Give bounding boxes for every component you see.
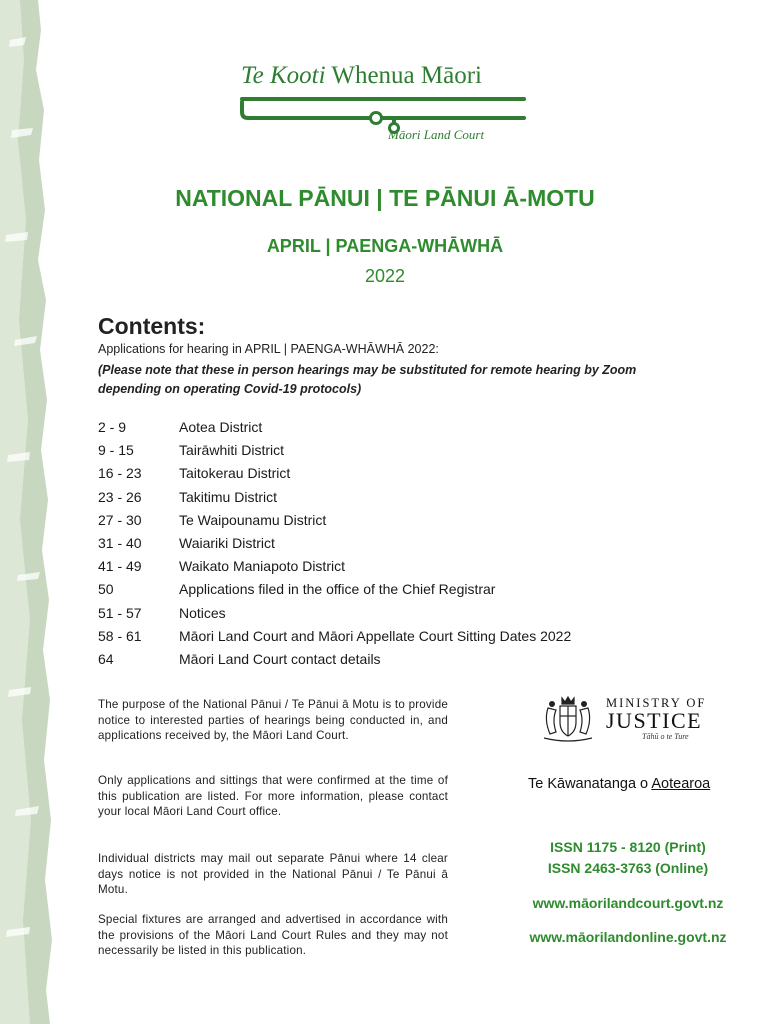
toc-pages: 31 - 40 — [98, 534, 142, 551]
toc-description: Māori Land Court contact details — [179, 650, 381, 667]
logo-subtitle: Māori Land Court — [388, 127, 485, 142]
ministry-motto: Tāhū o te Ture — [642, 732, 689, 741]
logo-title-italic: Te Kooti — [241, 62, 326, 89]
toc-description: Waiariki District — [179, 534, 275, 551]
ministry-of-justice-logo — [540, 694, 720, 744]
justice-line: JUSTICE — [606, 708, 703, 733]
toc-description: Aotea District — [179, 419, 263, 435]
toc-pages: 51 - 57 — [98, 604, 142, 621]
logo-title-rest: Whenua Māori — [331, 62, 482, 89]
toc-description: Waikato Maniapoto District — [179, 558, 345, 575]
toc-row — [98, 464, 571, 487]
districts-paragraph: Individual districts may mail out separate Pānui where 14 clear days notice is not provided in the National Pānui / Te Pānui ā Motu. — [98, 852, 448, 897]
toc-pages: 27 - 30 — [98, 511, 142, 528]
website-link-online[interactable]: www.māorilandonline.govt.nz — [529, 929, 727, 945]
toc-row — [98, 650, 571, 673]
decorative-brush-border — [0, 0, 62, 1024]
contents-intro: Applications for hearing in APRIL | PAENGA-WHĀWHĀ 2022: — [98, 342, 439, 356]
contents-heading: Contents: — [98, 313, 206, 339]
covid-note: (Please note that these in person hearings may be substituted for remote hearing by Zoom depending on operating Covid-19 protocols) — [98, 363, 637, 396]
government-text-underlined: Aotearoa — [651, 776, 711, 792]
toc-description: Taitokerau District — [179, 465, 291, 482]
toc-description: Notices — [179, 604, 226, 621]
toc-pages: 2 - 9 — [98, 419, 127, 435]
ministry-line: MINISTRY OF — [606, 696, 707, 710]
logo-title — [241, 62, 482, 90]
toc-pages: 23 - 26 — [98, 488, 142, 505]
maori-land-court-logo — [236, 62, 536, 148]
toc-row — [98, 604, 571, 627]
toc-description: Māori Land Court and Māori Appellate Court Sitting Dates 2022 — [179, 627, 572, 644]
toc-pages: 64 — [98, 650, 114, 667]
toc-pages: 50 — [98, 581, 114, 598]
toc-row — [98, 557, 571, 580]
toc-description: Takitimu District — [179, 488, 278, 505]
page-title: NATIONAL PĀNUI | TE PĀNUI Ā-MOTU — [175, 185, 595, 211]
confirmed-paragraph: Only applications and sittings that were confirmed at the time of this publication are listed. For more information, please contact your local Māori Land Court office. — [98, 774, 448, 819]
issue-year: 2022 — [364, 266, 406, 286]
table-of-contents — [98, 418, 571, 673]
purpose-paragraph: The purpose of the National Pānui / Te Pānui ā Motu is to provide notice to interested parties of hearings being conducted in, and applications received by, the Māori Land Court. — [98, 698, 448, 743]
website-link-court[interactable]: www.māorilandcourt.govt.nz — [532, 895, 724, 911]
toc-pages: 9 - 15 — [98, 442, 134, 459]
issn-online: ISSN 2463-3763 (Online) — [547, 860, 709, 876]
toc-description: Applications filed in the office of the Chief Registrar — [179, 581, 496, 598]
toc-pages: 41 - 49 — [98, 558, 142, 575]
coat-of-arms-icon — [540, 694, 596, 744]
toc-row — [98, 488, 571, 511]
toc-row — [98, 627, 571, 650]
toc-pages: 16 - 23 — [98, 465, 142, 482]
government-text-prefix: Te Kāwanatanga o — [528, 776, 652, 792]
toc-row — [98, 441, 571, 464]
toc-pages: 58 - 61 — [98, 627, 142, 644]
issn-print: ISSN 1175 - 8120 (Print) — [550, 839, 706, 855]
toc-row — [98, 511, 571, 534]
toc-row — [98, 418, 571, 441]
fixtures-paragraph: Special fixtures are arranged and advertised in accordance with the provisions of the Māori Land Court Rules and they may not necessarily be listed in this publication. — [98, 913, 448, 958]
toc-description: Te Waipounamu District — [179, 511, 327, 528]
toc-row — [98, 580, 571, 603]
toc-description: Tairāwhiti District — [179, 442, 285, 459]
government-logo-text — [528, 776, 710, 792]
issue-month: APRIL | PAENGA-WHĀWHĀ — [266, 236, 504, 256]
toc-row — [98, 534, 571, 557]
